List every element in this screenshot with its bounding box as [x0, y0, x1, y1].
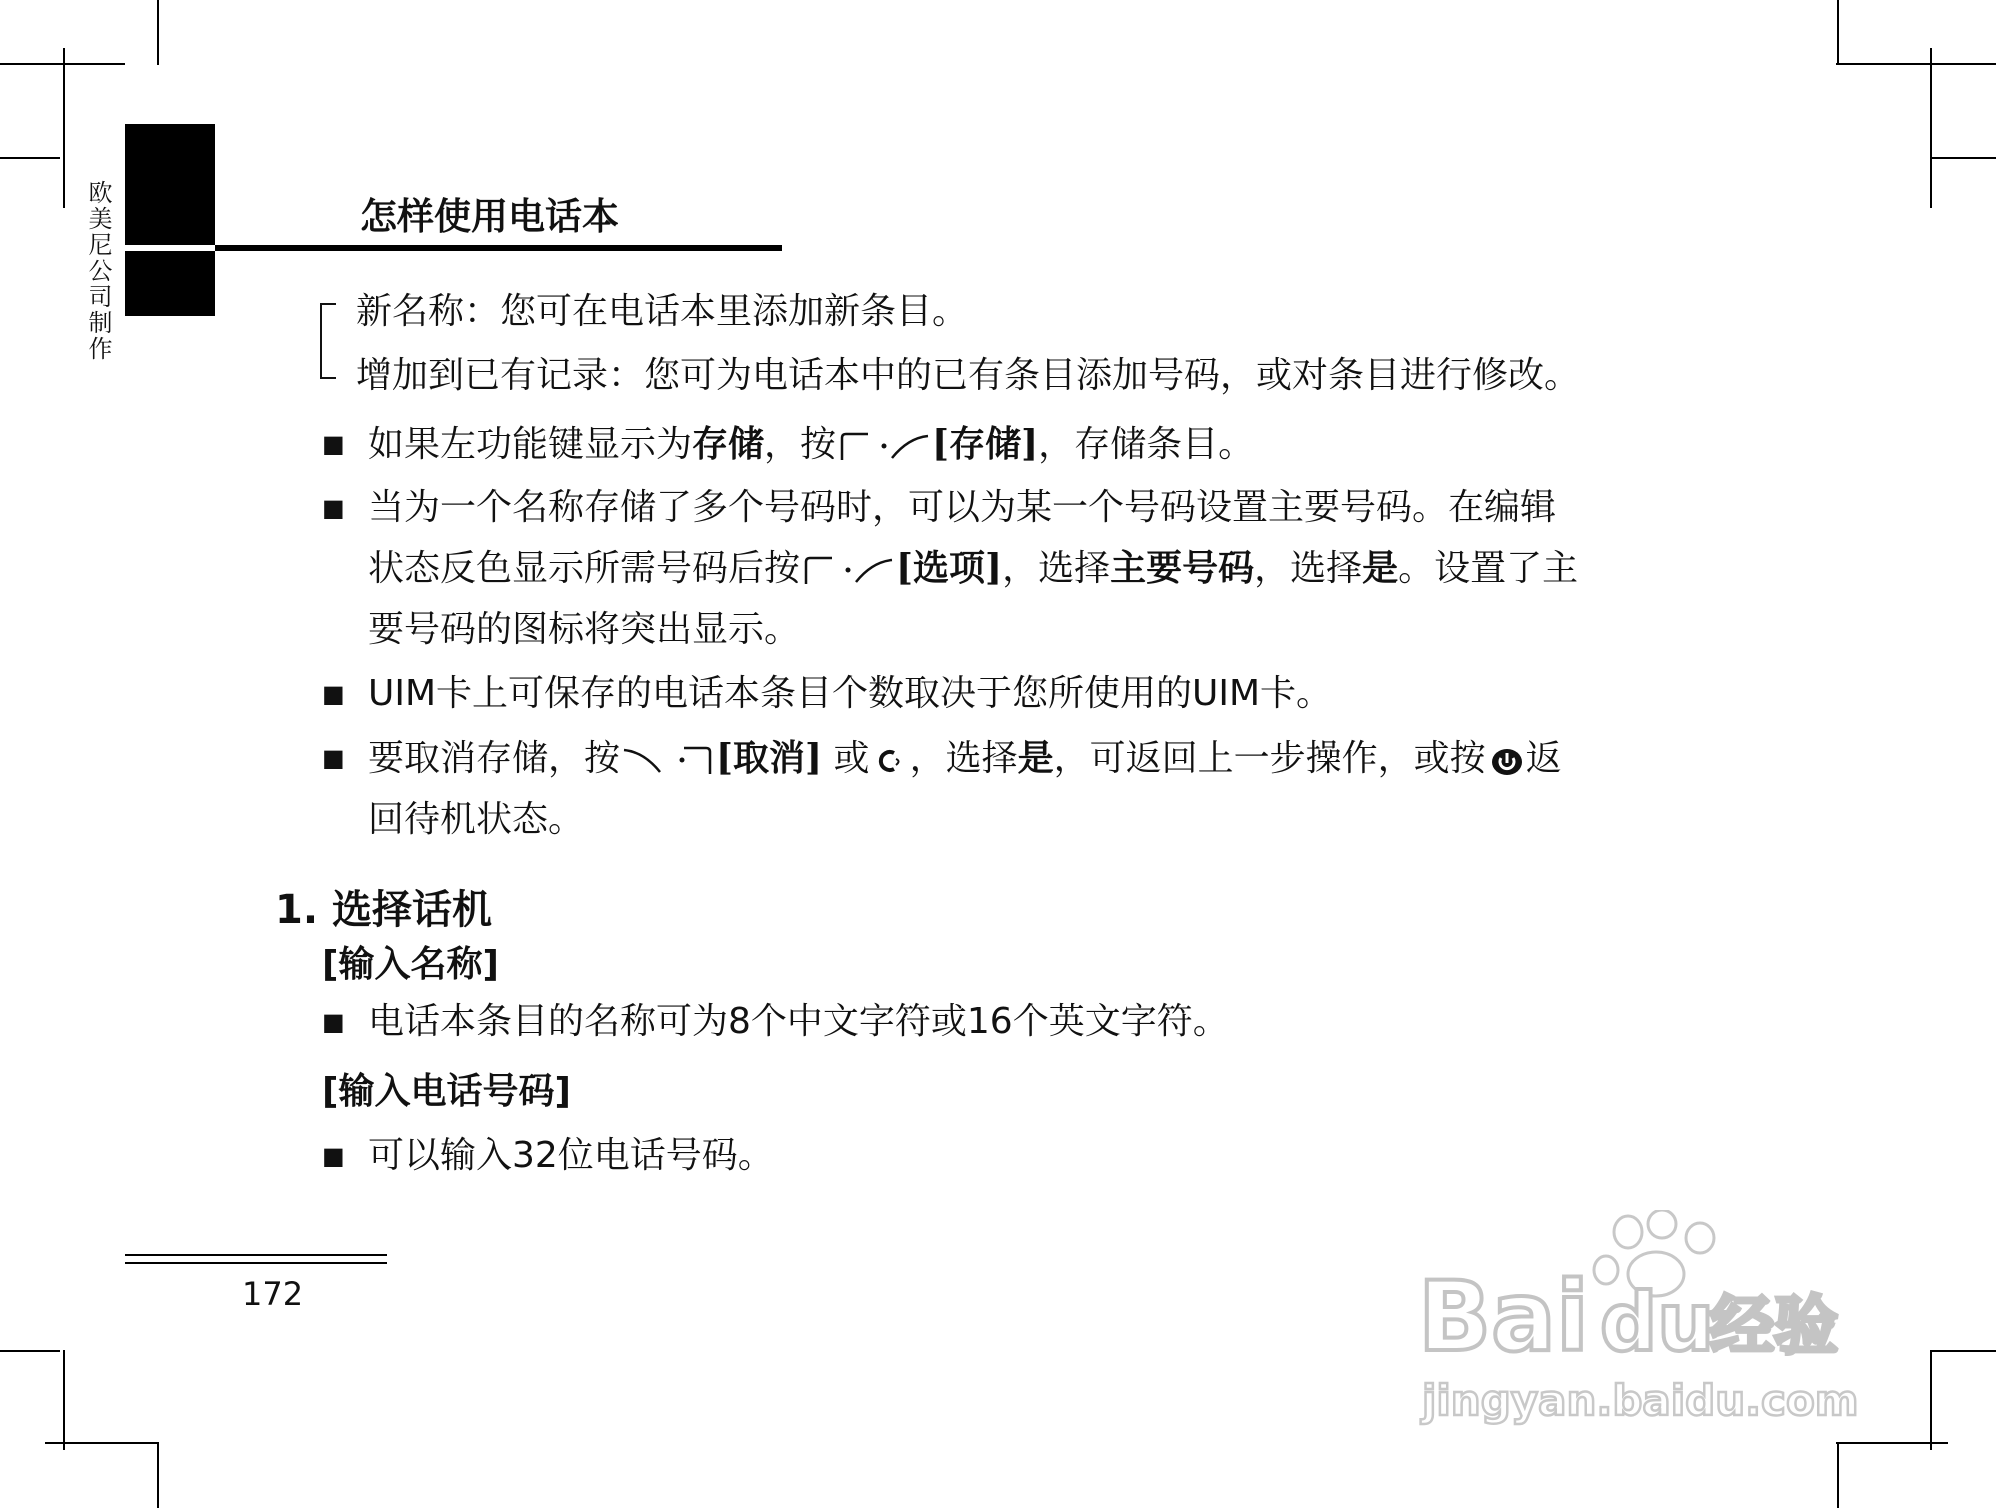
bullet-primary-number-line3: 要号码的图标将突出显示。: [368, 609, 801, 650]
square-bullet-icon: ■: [322, 430, 345, 458]
bold-term: 是: [1362, 547, 1399, 589]
chapter-tab: [125, 124, 215, 245]
square-bullet-icon: ■: [322, 744, 345, 772]
subheading-input-number: [输入电话号码]: [322, 1071, 571, 1112]
bullet-cancel-line2: 回待机状态。: [368, 799, 585, 840]
section-title: 1. 选择话机: [275, 887, 492, 933]
square-bullet-icon: ■: [322, 1142, 345, 1170]
baidu-watermark: [1410, 1210, 1890, 1440]
chapter-tab-lower: [125, 251, 215, 316]
crop-mark: [1837, 0, 1839, 65]
bullet-primary-number-line1: 当为一个名称存储了多个号码时，可以为某一个号码设置主要号码。在编辑: [368, 487, 1557, 528]
bullet-text: 如果左功能键显示为: [368, 424, 693, 465]
key-label: [存储]: [932, 423, 1039, 465]
page-number: 172: [242, 1275, 304, 1313]
crop-mark: [157, 0, 159, 65]
bullet-text: ，按: [764, 424, 837, 465]
bullet-name-length: 电话本条目的名称可为8个中文字符或16个英文字符。: [368, 1001, 1229, 1042]
option-bracket: [320, 303, 336, 379]
crop-mark: [1930, 157, 1996, 159]
bullet-number-length: 可以输入32位电话号码。: [368, 1135, 774, 1176]
right-softkey-icon: [622, 744, 714, 776]
side-label: 欧美尼公司制作: [84, 180, 112, 362]
bullet-uim-capacity: UIM卡上可保存的电话本条目个数取决于您所使用的UIM卡。: [368, 673, 1333, 714]
bullet-cancel-line1: [368, 736, 1562, 781]
crop-mark: [0, 157, 60, 159]
watermark-brand: Bai: [1418, 1261, 1589, 1373]
bullet-text: ，存储条目。: [1038, 424, 1255, 465]
bullet-save: [368, 422, 1254, 467]
baidu-paw-icon: [1410, 1210, 1890, 1440]
clear-key-icon: [874, 744, 906, 776]
crop-mark: [45, 1442, 157, 1444]
left-softkey-icon: [838, 430, 930, 462]
bullet-text: ，可返回上一步操作，或按: [1053, 738, 1486, 779]
page-title: 怎样使用电话本: [360, 195, 619, 238]
square-bullet-icon: ■: [322, 680, 345, 708]
left-softkey-icon: [802, 554, 894, 586]
bold-term: 主要号码: [1110, 547, 1255, 589]
bold-term: 存储: [692, 423, 765, 465]
header-rule: [215, 245, 782, 251]
option-new-name: 新名称：您可在电话本里添加新条目。: [356, 291, 969, 332]
footer-rule: [125, 1262, 387, 1264]
bullet-text: 要取消存储，按: [368, 738, 621, 779]
crop-mark: [63, 48, 65, 208]
option-add-to-existing: 增加到已有记录：您可为电话本中的已有条目添加号码，或对条目进行修改。: [356, 355, 1581, 396]
crop-mark: [1836, 63, 1996, 65]
crop-mark: [63, 1350, 65, 1450]
bullet-text: 状态反色显示所需号码后按: [368, 548, 801, 589]
bullet-text: ，选择: [909, 738, 1018, 779]
crop-mark: [1930, 1350, 1932, 1450]
footer-rule: [125, 1254, 387, 1256]
key-label: [取消]: [716, 737, 823, 779]
crop-mark: [1930, 1350, 1996, 1352]
crop-mark: [1837, 1442, 1839, 1508]
bullet-text: 。设置了主: [1398, 548, 1579, 589]
bullet-text: 返: [1525, 738, 1562, 779]
square-bullet-icon: ■: [322, 1008, 345, 1036]
subheading-input-name: [输入名称]: [322, 944, 499, 985]
watermark-url: jingyan.baidu.com: [1422, 1376, 1859, 1425]
watermark-brand-2: du: [1600, 1276, 1715, 1369]
end-power-key-icon: [1490, 744, 1522, 776]
crop-mark: [157, 1442, 159, 1508]
square-bullet-icon: ■: [322, 494, 345, 522]
bullet-primary-number-line2: [368, 546, 1578, 591]
bullet-text: ，选择: [1002, 548, 1111, 589]
crop-mark: [1930, 48, 1932, 208]
bullet-text: 或: [833, 738, 870, 779]
bullet-text: ，选择: [1254, 548, 1363, 589]
key-label: [选项]: [896, 547, 1003, 589]
bold-term: 是: [1017, 737, 1054, 779]
crop-mark: [1836, 1442, 1948, 1444]
crop-mark: [0, 1350, 60, 1352]
watermark-brand-cn: 经验: [1710, 1290, 1838, 1364]
